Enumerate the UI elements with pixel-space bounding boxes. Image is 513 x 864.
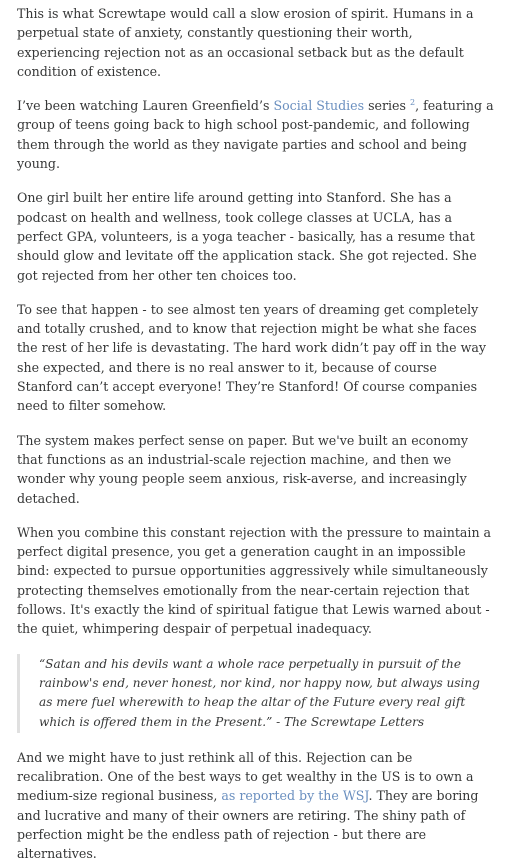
quote-attribution: - The Screwtape Letters [272, 714, 425, 729]
paragraph-text: I’ve been watching Lauren Greenfield’s [17, 98, 274, 114]
paragraph-text: , featuring a group of teens going back to high school post-pandemic, and following them through the world as they navigate parties and school and being young. [17, 98, 494, 172]
screwtape-quote [17, 654, 496, 733]
paragraph-digital-presence: When you combine this constant rejection with the pressure to maintain a perfect digital presence, you get a generation caught in an impossible bind: expected to pursue opportunities aggressively while simultaneously protecting themselves emotionally from the near-certain rejection that follows. It's exactly the kind of spiritual fatigue that Lewis warned about - the quiet, whimpering despair of perpetual inadequacy. [17, 524, 492, 637]
paragraph-recalibration [17, 748, 496, 864]
paragraph-stanford-girl: One girl built her entire life around getting into Stanford. She has a podcast on health and wellness, took college classes at UCLA, has a perfect GPA, volunteers, is a yoga teacher - basically, has a resume that should glow and levitate off the application stack. She got rejected. She got rejected from her other ten choices too. [17, 190, 477, 283]
social-studies-link[interactable]: Social Studies [273, 98, 365, 114]
paragraph-rejection-machine: The system makes perfect sense on paper. But we've built an economy that functions as an industrial-scale rejection machine, and then we wonder why young people seem anxious, risk-averse, and increasingly detached. [17, 432, 469, 506]
paragraph-text: series [364, 98, 410, 114]
wsj-link[interactable]: as reported by the WSJ [221, 788, 369, 804]
paragraph-screwtape-erosion: This is what Screwtape would call a slow erosion of spirit. Humans in a perpetual state of anxiety, constantly questioning their worth, experiencing rejection not as an occasional setback but as the default condition of existence. [17, 6, 474, 79]
paragraph-social-studies [17, 96, 496, 173]
quote-text: “Satan and his devils want a whole race perpetually in pursuit of the rainbow's end, never honest, nor kind, nor happy now, but always using as mere fuel wherewith to heap the altar of the Future every real gift which is offered them in the Present.” [39, 656, 480, 729]
footnote-2-link[interactable]: 2 [409, 98, 416, 107]
paragraph-devastating: To see that happen - to see almost ten years of dreaming get completely and totally crushed, and to know that rejection might be what she faces the rest of her life is devastating. The hard work didn’t pay off in the way she expected, and there is no real answer to it, because of course Stanford can’t accept everyone! They’re Stanford! Of course companies need to filter somehow. [17, 301, 486, 414]
paragraph-text: . They are boring and lucrative and many of their owners are retiring. The shiny path of perfection might be the endless path of rejection - but there are alternatives. [17, 788, 479, 862]
paragraph-text: And we might have to just rethink all of this. Rejection can be recalibration. One of the best ways to get wealthy in the US is to own a medium-size regional business, [17, 749, 474, 804]
